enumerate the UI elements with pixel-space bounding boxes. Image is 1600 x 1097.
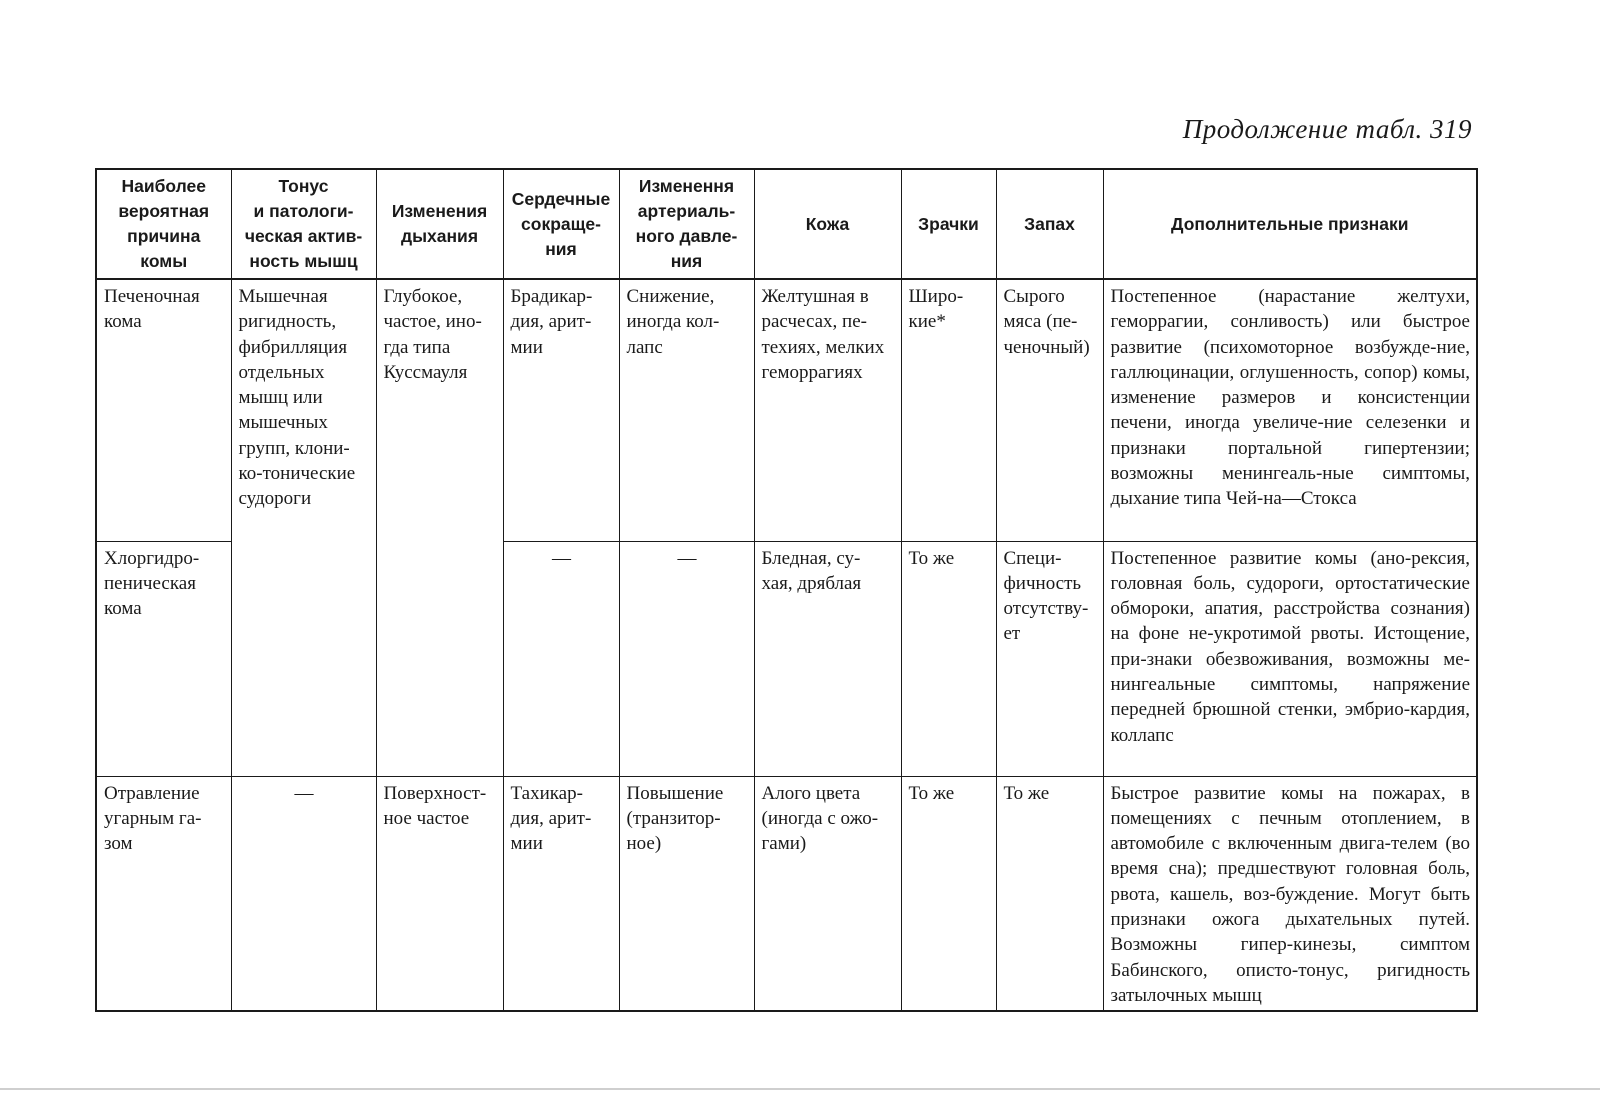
table-row: [96, 279, 1477, 541]
cell-extra: Постепенное (нарастание желтухи, геморрагии, сонливость) или быстрое развитие (психомоторное возбужде-ние, галлюцинации, оглушенность, сопор) комы, изменение размеров и консистенции печени, иногда увеличе-ние селезенки и признаки портальной гипертензии; возможны менингеаль-ные симптомы, дыхание типа Чей-на—Стокса: [1103, 279, 1477, 541]
header-pupils: Зрачки: [901, 169, 996, 279]
cell-pupils: То же: [901, 776, 996, 1011]
page-edge-line: [0, 1088, 1600, 1090]
cell-breath: Глубокое, частое, ино- гда типа Куссмауля: [376, 279, 503, 776]
cell-extra: Постепенное развитие комы (ано-рексия, головная боль, судороги, ортостатические обмороки, апатия, расстройства сознания) на фоне не-укротимой рвоты. Истощение, при-знаки обезвоживания, возможны ме-нингеальные симптомы, напряжение передней брюшной стенки, эмбрио-кардия, коллапс: [1103, 541, 1477, 776]
cell-heart: Брадикар- дия, арит- мии: [503, 279, 619, 541]
cell-tone: Мышечная ригидность, фибрилляция отдельных мышц или мышечных групп, клони- ко-тонические судороги: [231, 279, 376, 776]
header-breath: Изменения дыхания: [376, 169, 503, 279]
cell-tone: —: [231, 776, 376, 1011]
cell-pressure: Снижение, иногда кол- лапс: [619, 279, 754, 541]
header-pressure: Изменення артериаль- ного давле- ния: [619, 169, 754, 279]
table-header-row: [96, 169, 1477, 279]
cell-smell: То же: [996, 776, 1103, 1011]
coma-table: [95, 168, 1478, 1012]
cell-pupils: То же: [901, 541, 996, 776]
header-heart: Сердечные сокраще- ния: [503, 169, 619, 279]
cell-pupils: Широ- кие*: [901, 279, 996, 541]
cell-skin: Алого цвета (иногда с ожо- гами): [754, 776, 901, 1011]
cell-skin: Бледная, су- хая, дряблая: [754, 541, 901, 776]
cell-skin: Желтушная в расчесах, пе- техиях, мелких геморрагиях: [754, 279, 901, 541]
header-tone: Тонус и патологи- ческая актив- ность мышц: [231, 169, 376, 279]
cell-heart: Тахикар- дия, арит- мии: [503, 776, 619, 1011]
cell-pressure: —: [619, 541, 754, 776]
table-caption: Продолжение табл. 319: [1182, 114, 1472, 144]
cell-pressure: Повышение (транзитор- ное): [619, 776, 754, 1011]
cell-smell: Сырого мяса (пе- ченочный): [996, 279, 1103, 541]
cell-heart: —: [503, 541, 619, 776]
cell-smell: Специ- фичность отсутству- ет: [996, 541, 1103, 776]
header-extra: Дополнительные признаки: [1103, 169, 1477, 279]
header-cause: Наиболее вероятная причина комы: [96, 169, 231, 279]
header-skin: Кожа: [754, 169, 901, 279]
header-smell: Запах: [996, 169, 1103, 279]
table-row: [96, 776, 1477, 1011]
cell-breath: Поверхност- ное частое: [376, 776, 503, 1011]
cell-cause: Печеночная кома: [96, 279, 231, 541]
cell-cause: Отравление угарным га- зом: [96, 776, 231, 1011]
cell-cause: Хлоргидро- пеническая кома: [96, 541, 231, 776]
cell-extra: Быстрое развитие комы на пожарах, в помещениях с печным отоплением, в автомобиле с включенным двига-телем (во время сна); предшествуют головная боль, рвота, кашель, воз-буждение. Могут быть признаки ожога дыхательных путей. Возможны гипер-кинезы, симптом Бабинского, описто-тонус, ригидность затылочных мышц: [1103, 776, 1477, 1011]
